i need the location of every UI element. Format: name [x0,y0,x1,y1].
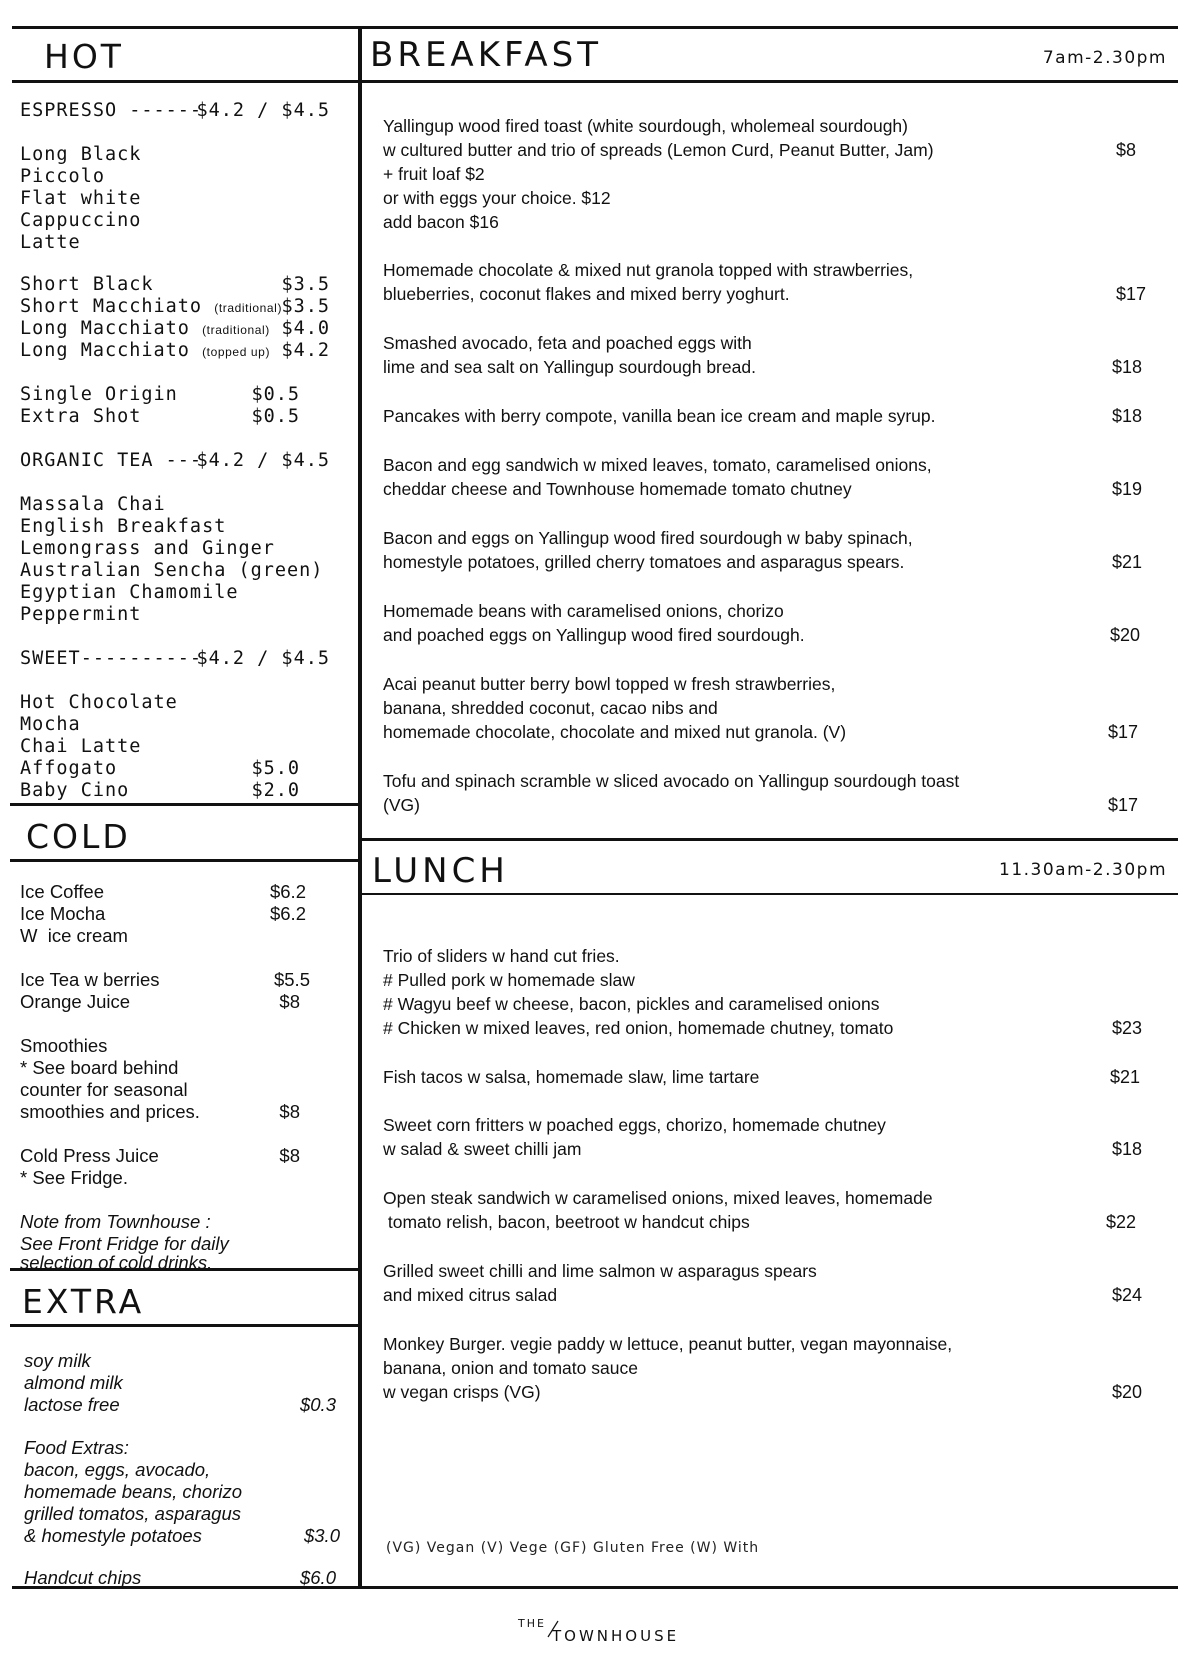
menu-item-short-macchiato [20,296,330,318]
breakfast-hours: 7am-2.30pm [1042,48,1167,68]
cold-title-rule [10,859,360,862]
item-name: Ice Coffee [20,881,104,902]
item-desc-line: or with eggs your choice. $12 [383,188,611,208]
item-price: $24 [1112,1285,1143,1305]
item-name: Ice Tea w berries [20,969,160,990]
item-desc-line: w vegan crisps (VG) [383,1382,541,1402]
extra-heading: EXTRA [22,1282,145,1321]
menu-item [383,1332,1143,1404]
menu-item [383,769,1143,817]
menu-item [383,1259,1143,1307]
item-price: $0.3 [299,1394,336,1415]
item-price: $21 [1112,552,1143,572]
item-desc-line: # Wagyu beef w cheese, bacon, pickles and caramelised onions [383,994,880,1014]
menu-item [383,1186,1143,1234]
item-desc-line: and poached eggs on Yallingup wood fired sourdough. [383,625,805,645]
extra-line: almond milk [24,1372,123,1393]
menu-item [383,404,1143,428]
item-price: $22 [1106,1212,1137,1232]
lunch-top-rule [360,838,1178,841]
item-price: $17 [1108,722,1139,742]
item-price: $8 [279,1145,300,1166]
item-note: (traditional) [214,301,283,315]
item-desc-line: # Chicken w mixed leaves, red onion, homemade chutney, tomato [383,1018,894,1038]
item-price: $4.2 [281,340,330,361]
item-price: $17 [1116,284,1147,304]
menu-item: Egyptian Chamomile [20,582,239,603]
lunch-title-rule [360,893,1178,895]
tea-price: $4.2 / $4.5 [196,450,330,471]
item-price: $20 [1112,1382,1143,1402]
item-name: Baby Cino [20,780,130,801]
breakfast-title-rule [360,80,1178,83]
column-divider [358,26,362,1588]
item-name: Orange Juice [20,991,131,1012]
menu-item [383,258,1143,306]
extra-line: lactose free [24,1394,120,1415]
menu-item-cold-press [20,1145,330,1167]
item-desc-line: tomato relish, bacon, beetroot w handcut chips [383,1212,750,1232]
item-price: $5.0 [251,758,300,779]
item-desc-line: blueberries, coconut flakes and mixed berry yoghurt. [383,284,790,304]
dietary-legend: (VG) Vegan (V) Vege (GF) Gluten Free (W) With [386,1540,760,1556]
item-desc-line: Grilled sweet chilli and lime salmon w asparagus spears [383,1261,817,1281]
sweet-price: $4.2 / $4.5 [196,648,330,669]
menu-item: Piccolo [20,166,105,187]
item-desc-line: homestyle potatoes, grilled cherry tomatoes and asparagus spears. [383,552,905,572]
item-price: $21 [1110,1067,1141,1087]
item-desc-line: Acai peanut butter berry bowl topped w fresh strawberries, [383,674,836,694]
item-desc-line: Pancakes with berry compote, vanilla bean ice cream and maple syrup. [383,406,936,426]
item-desc-line: Bacon and egg sandwich w mixed leaves, tomato, caramelised onions, [383,455,932,475]
menu-item [383,1065,1143,1089]
menu-item: Peppermint [20,604,142,625]
item-desc-line: cheddar cheese and Townhouse homemade tomato chutney [383,479,852,499]
menu-item-ice-tea [20,969,330,991]
hot-heading: HOT [44,37,124,76]
menu-item [383,453,1143,501]
item-desc-line: w cultured butter and trio of spreads (Lemon Curd, Peanut Butter, Jam) [383,140,934,160]
item-price: $8 [279,1101,300,1122]
item-desc-line: Smashed avocado, feta and poached eggs with [383,333,752,353]
espresso-price: $4.2 / $4.5 [196,100,330,121]
item-price: $0.5 [251,406,300,427]
logo-the: THE [518,1617,546,1630]
item-desc-line: # Pulled pork w homemade slaw [383,970,635,990]
menu-item-note: W ice cream [20,925,128,946]
menu-item: Massala Chai [20,494,166,515]
menu-item-long-macchiato-topped [20,340,330,362]
item-price: $6.2 [269,881,306,902]
cold-heading: COLD [26,817,131,856]
extra-line: & homestyle potatoes [24,1525,202,1546]
espresso-label: ESPRESSO ------ [20,100,203,121]
item-price: $23 [1112,1018,1143,1038]
item-name: Ice Mocha [20,903,106,924]
extra-line: homemade beans, chorizo [24,1481,243,1502]
menu-item [383,672,1143,744]
menu-item-short-black [20,274,330,296]
sweet-header [20,648,330,670]
item-price: $19 [1112,479,1143,499]
menu-item-extra-shot [20,406,330,428]
menu-item [383,944,1143,1040]
menu-item: Cappuccino [20,210,142,231]
menu-item: Australian Sencha (green) [20,560,324,581]
item-desc-line: Bacon and eggs on Yallingup wood fired sourdough w baby spinach, [383,528,913,548]
item-price: $18 [1112,406,1143,426]
townhouse-note-line: Note from Townhouse : [20,1211,211,1232]
extra-line: soy milk [24,1350,91,1371]
sweet-label: SWEET---------- [20,648,203,669]
item-name: Long Macchiato [20,340,190,361]
item-name: Extra Shot [20,406,142,427]
menu-item: Chai Latte [20,736,142,757]
menu-item [383,331,1143,379]
item-name: Short Black [20,274,154,295]
item-price: $6.2 [269,903,306,924]
extra-line-with-price [24,1525,340,1547]
menu-item-baby-cino [20,780,330,802]
breakfast-heading: BREAKFAST [370,35,603,75]
item-desc-line: Homemade beans with caramelised onions, chorizo [383,601,784,621]
menu-item: Hot Chocolate [20,692,178,713]
menu-item [383,114,1143,234]
item-price: $17 [1108,795,1139,815]
item-note: (traditional) [202,323,270,337]
item-price: $18 [1112,1139,1143,1159]
menu-item-affogato [20,758,330,780]
item-desc-line: add bacon $16 [383,212,499,232]
item-price: $2.0 [251,780,300,801]
tea-header [20,450,330,472]
item-desc-line: banana, onion and tomato sauce [383,1358,638,1378]
extra-line-with-price [24,1394,336,1416]
menu-item: Mocha [20,714,81,735]
lunch-hours: 11.30am-2.30pm [999,860,1167,880]
smoothies-line: * See board behind [20,1057,179,1078]
menu-item-long-macchiato-traditional [20,318,330,340]
item-desc-line: and mixed citrus salad [383,1285,558,1305]
item-name: Single Origin [20,384,178,405]
item-name: Cold Press Juice [20,1145,159,1166]
smoothies-line: counter for seasonal [20,1079,188,1100]
extra-line: Food Extras: [24,1437,129,1458]
extra-line: grilled tomatos, asparagus [24,1503,241,1524]
item-desc-line: Trio of sliders w hand cut fries. [383,946,620,966]
menu-item-orange-juice [20,991,330,1013]
smoothies-line-with-price [20,1101,330,1123]
item-price: $3.5 [281,274,330,295]
item-desc-line: Fish tacos w salsa, homemade slaw, lime tartare [383,1067,760,1087]
item-price: $8 [279,991,300,1012]
logo-name: TOWNHOUSE [552,1627,680,1645]
item-price: $0.5 [251,384,300,405]
item-price: $3.5 [281,296,330,317]
extra-title-rule [10,1324,360,1327]
menu-item [383,599,1143,647]
item-price: $20 [1110,625,1141,645]
menu-item: English Breakfast [20,516,227,537]
item-desc-line: Tofu and spinach scramble w sliced avocado on Yallingup sourdough toast [383,771,960,791]
townhouse-logo [518,1617,678,1657]
item-desc-line: Monkey Burger. vegie paddy w lettuce, peanut butter, vegan mayonnaise, [383,1334,953,1354]
townhouse-note-line: See Front Fridge for daily [20,1233,229,1254]
cold-top-rule [10,803,360,806]
menu-item-handcut-chips [24,1568,336,1588]
item-desc-line: Homemade chocolate & mixed nut granola topped with strawberries, [383,260,914,280]
item-desc-line: w salad & sweet chilli jam [383,1139,582,1159]
item-desc-line: homemade chocolate, chocolate and mixed nut granola. (V) [383,722,847,742]
item-price: $5.5 [273,969,310,990]
lunch-heading: LUNCH [372,851,509,891]
hot-title-rule [12,80,360,83]
extra-line: bacon, eggs, avocado, [24,1459,211,1480]
item-price: $6.0 [299,1567,336,1588]
menu-item [383,1113,1143,1161]
item-name: Handcut chips [24,1567,142,1588]
item-name: Affogato [20,758,118,779]
item-price: $3.0 [303,1525,340,1546]
item-desc-line: Open steak sandwich w caramelised onions, mixed leaves, homemade [383,1188,933,1208]
menu-item-ice-mocha [20,903,330,925]
item-desc-line: banana, shredded coconut, cacao nibs and [383,698,718,718]
see-fridge-note: * See Fridge. [20,1167,128,1188]
menu-item-ice-coffee [20,881,330,903]
item-desc-line: + fruit loaf $2 [383,164,485,184]
item-desc-line: (VG) [383,795,420,815]
item-desc-line: Yallingup wood fired toast (white sourdough, wholemeal sourdough) [383,116,908,136]
item-price: $4.0 [281,318,330,339]
menu-item-single-origin [20,384,330,406]
smoothies-title: Smoothies [20,1035,108,1056]
menu-item: Latte [20,232,81,253]
item-price: $8 [1116,140,1137,160]
menu-item [383,526,1143,574]
item-note: (topped up) [202,345,271,359]
item-desc-line: Sweet corn fritters w poached eggs, chorizo, homemade chutney [383,1115,886,1135]
menu-item: Lemongrass and Ginger [20,538,275,559]
menu-item: Long Black [20,144,142,165]
menu-item: Flat white [20,188,142,209]
espresso-header [20,100,330,122]
item-name: Long Macchiato [20,318,190,339]
smoothies-line: smoothies and prices. [20,1101,200,1122]
townhouse-note-line: selection of cold drinks. [20,1252,213,1273]
tea-label: ORGANIC TEA --- [20,450,203,471]
item-desc-line: lime and sea salt on Yallingup sourdough bread. [383,357,756,377]
top-rule [12,26,1178,29]
item-name: Short Macchiato [20,296,203,317]
item-price: $18 [1112,357,1143,377]
